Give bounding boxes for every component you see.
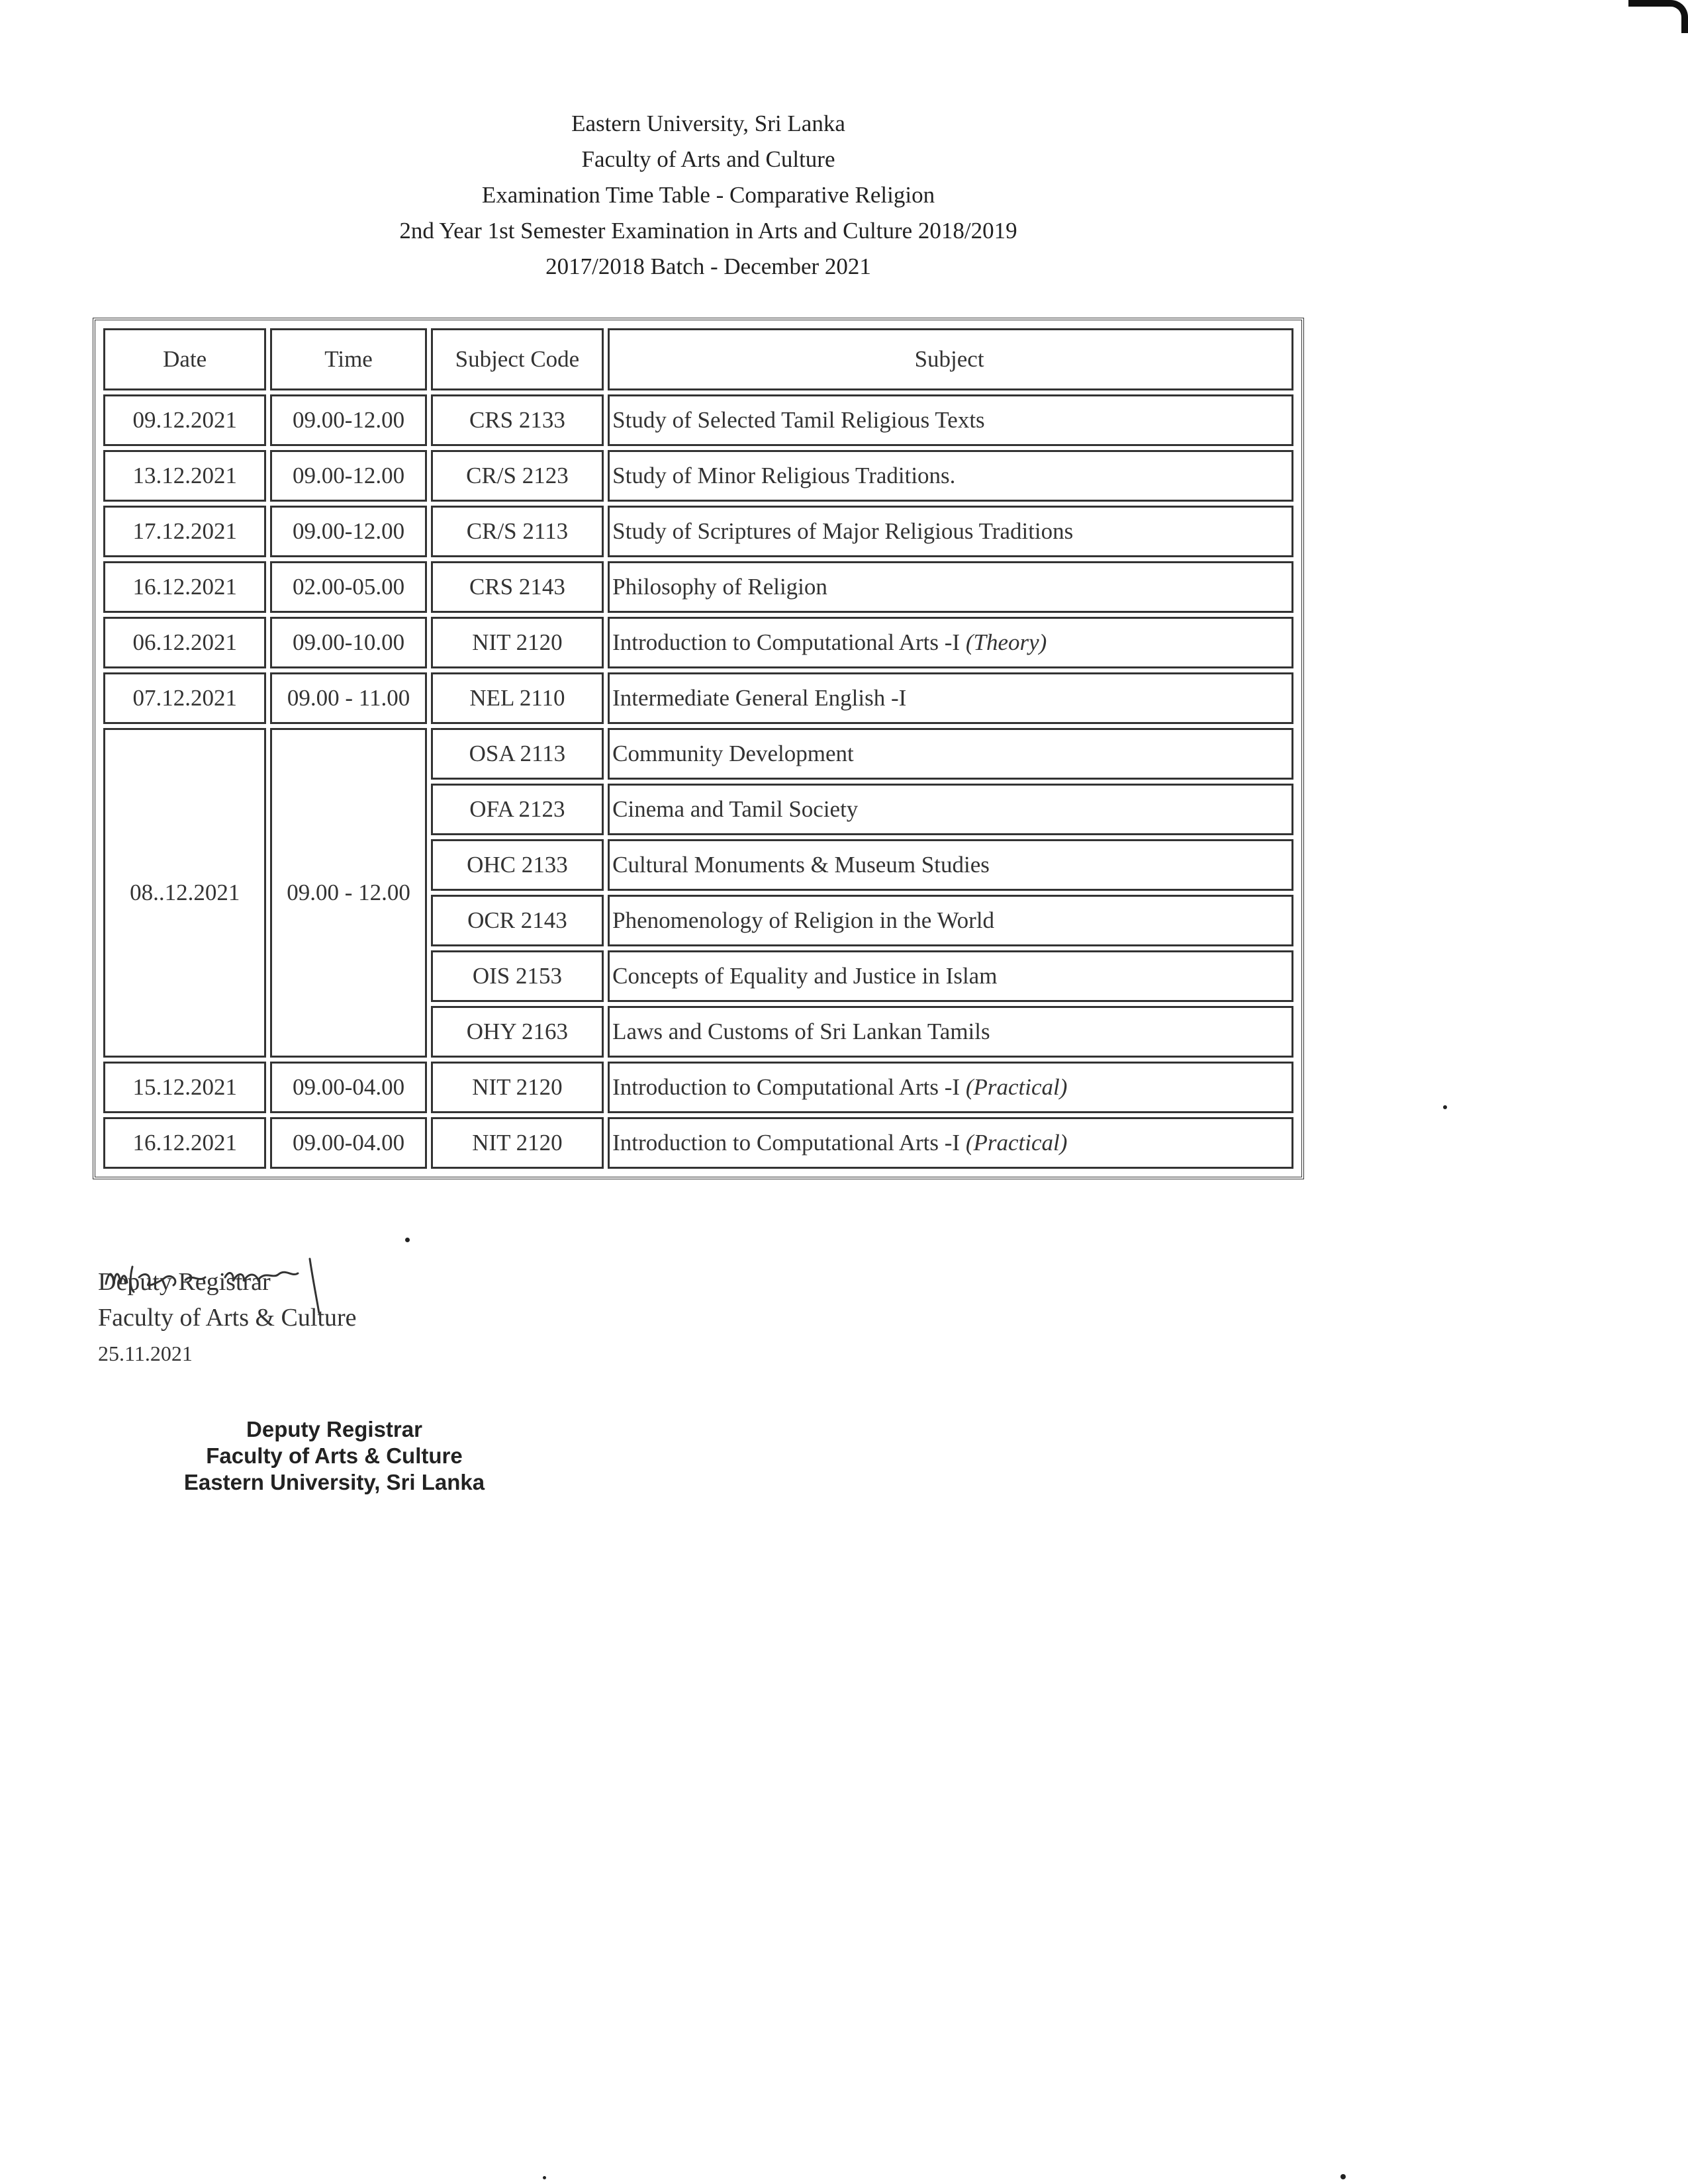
cell-date: 16.12.2021: [103, 1117, 266, 1169]
cell-date: 13.12.2021: [103, 450, 266, 502]
cell-date: 07.12.2021: [103, 672, 266, 724]
column-header-code: Subject Code: [431, 328, 604, 390]
cell-code: CR/S 2113: [431, 506, 604, 557]
stamp-faculty: Faculty of Arts & Culture: [206, 1443, 463, 1468]
cell-subject: Concepts of Equality and Justice in Islam: [608, 950, 1293, 1002]
subject-note: (Practical): [965, 1130, 1068, 1156]
cell-subject: [608, 1117, 1293, 1169]
column-header-subject: Subject: [608, 328, 1293, 390]
cell-code: CRS 2143: [431, 561, 604, 613]
stamp-university: Eastern University, Sri Lanka: [183, 1470, 485, 1494]
cell-date-merged: 08..12.2021: [103, 728, 266, 1058]
cell-code: OHY 2163: [431, 1006, 604, 1058]
table-row: [103, 617, 1293, 668]
cell-time: 09.00-04.00: [270, 1062, 426, 1113]
column-header-time: Time: [270, 328, 426, 390]
cell-subject: Study of Scriptures of Major Religious Traditions: [608, 506, 1293, 557]
signatory-faculty: Faculty of Arts & Culture: [98, 1304, 357, 1332]
cell-subject: Community Development: [608, 728, 1293, 780]
cell-time-merged: 09.00 - 12.00: [270, 728, 426, 1058]
cell-subject: [608, 617, 1293, 668]
cell-code: NIT 2120: [431, 1062, 604, 1113]
cell-code: NEL 2110: [431, 672, 604, 724]
cell-subject: [608, 1062, 1293, 1113]
signature-block: [98, 1244, 357, 1371]
signatory-title: Deputy Registrar: [98, 1268, 271, 1296]
cell-time: 09.00-10.00: [270, 617, 426, 668]
cell-code: OCR 2143: [431, 895, 604, 946]
table-row: [103, 1062, 1293, 1113]
cell-code: OSA 2113: [431, 728, 604, 780]
cell-time: 09.00-12.00: [270, 394, 426, 446]
cell-time: 09.00 - 11.00: [270, 672, 426, 724]
table-row: [103, 394, 1293, 446]
cell-date: 09.12.2021: [103, 394, 266, 446]
subject-text: Introduction to Computational Arts -I: [612, 1130, 961, 1156]
signature-date: 25.11.2021: [98, 1342, 193, 1365]
cell-time: 09.00-12.00: [270, 506, 426, 557]
official-stamp: [169, 1416, 500, 1496]
faculty-name: Faculty of Arts and Culture: [581, 146, 835, 172]
cell-code: OIS 2153: [431, 950, 604, 1002]
table-row: [103, 672, 1293, 724]
subject-note: (Theory): [965, 629, 1047, 655]
cell-subject: Philosophy of Religion: [608, 561, 1293, 613]
cell-subject: Study of Minor Religious Traditions.: [608, 450, 1293, 502]
cell-code: CRS 2133: [431, 394, 604, 446]
stamp-title: Deputy Registrar: [246, 1417, 422, 1441]
cell-time: 09.00-04.00: [270, 1117, 426, 1169]
table-row: [103, 561, 1293, 613]
batch-line: 2017/2018 Batch - December 2021: [545, 253, 871, 279]
timetable-title: Examination Time Table - Comparative Religion: [481, 182, 935, 208]
timetable-frame: [93, 318, 1304, 1179]
table-row: [103, 1117, 1293, 1169]
subject-text: Introduction to Computational Arts -I: [612, 1074, 961, 1100]
cell-subject: Phenomenology of Religion in the World: [608, 895, 1293, 946]
scan-speck: [1340, 2174, 1346, 2179]
document-header: [265, 106, 1152, 285]
cell-subject: Cultural Monuments & Museum Studies: [608, 839, 1293, 891]
scan-speck: [543, 2176, 546, 2179]
scan-speck: [405, 1238, 410, 1242]
examination-name: 2nd Year 1st Semester Examination in Arts and Culture 2018/2019: [399, 218, 1017, 244]
cell-subject: Study of Selected Tamil Religious Texts: [608, 394, 1293, 446]
cell-subject: Laws and Customs of Sri Lankan Tamils: [608, 1006, 1293, 1058]
subject-note: (Practical): [965, 1074, 1068, 1100]
table-row: [103, 728, 1293, 780]
cell-subject: Intermediate General English -I: [608, 672, 1293, 724]
column-header-date: Date: [103, 328, 266, 390]
university-name: Eastern University, Sri Lanka: [571, 111, 845, 136]
cell-date: 16.12.2021: [103, 561, 266, 613]
table-row: [103, 450, 1293, 502]
timetable: [99, 324, 1297, 1173]
cell-code: NIT 2120: [431, 617, 604, 668]
table-header-row: [103, 328, 1293, 390]
scan-speck: [1443, 1105, 1447, 1109]
scan-edge-mark: [1628, 0, 1688, 33]
subject-text: Introduction to Computational Arts -I: [612, 629, 961, 655]
cell-code: OHC 2133: [431, 839, 604, 891]
cell-time: 02.00-05.00: [270, 561, 426, 613]
cell-code: OFA 2123: [431, 784, 604, 835]
cell-date: 06.12.2021: [103, 617, 266, 668]
cell-date: 17.12.2021: [103, 506, 266, 557]
cell-subject: Cinema and Tamil Society: [608, 784, 1293, 835]
cell-time: 09.00-12.00: [270, 450, 426, 502]
cell-date: 15.12.2021: [103, 1062, 266, 1113]
table-row: [103, 506, 1293, 557]
cell-code: NIT 2120: [431, 1117, 604, 1169]
cell-code: CR/S 2123: [431, 450, 604, 502]
